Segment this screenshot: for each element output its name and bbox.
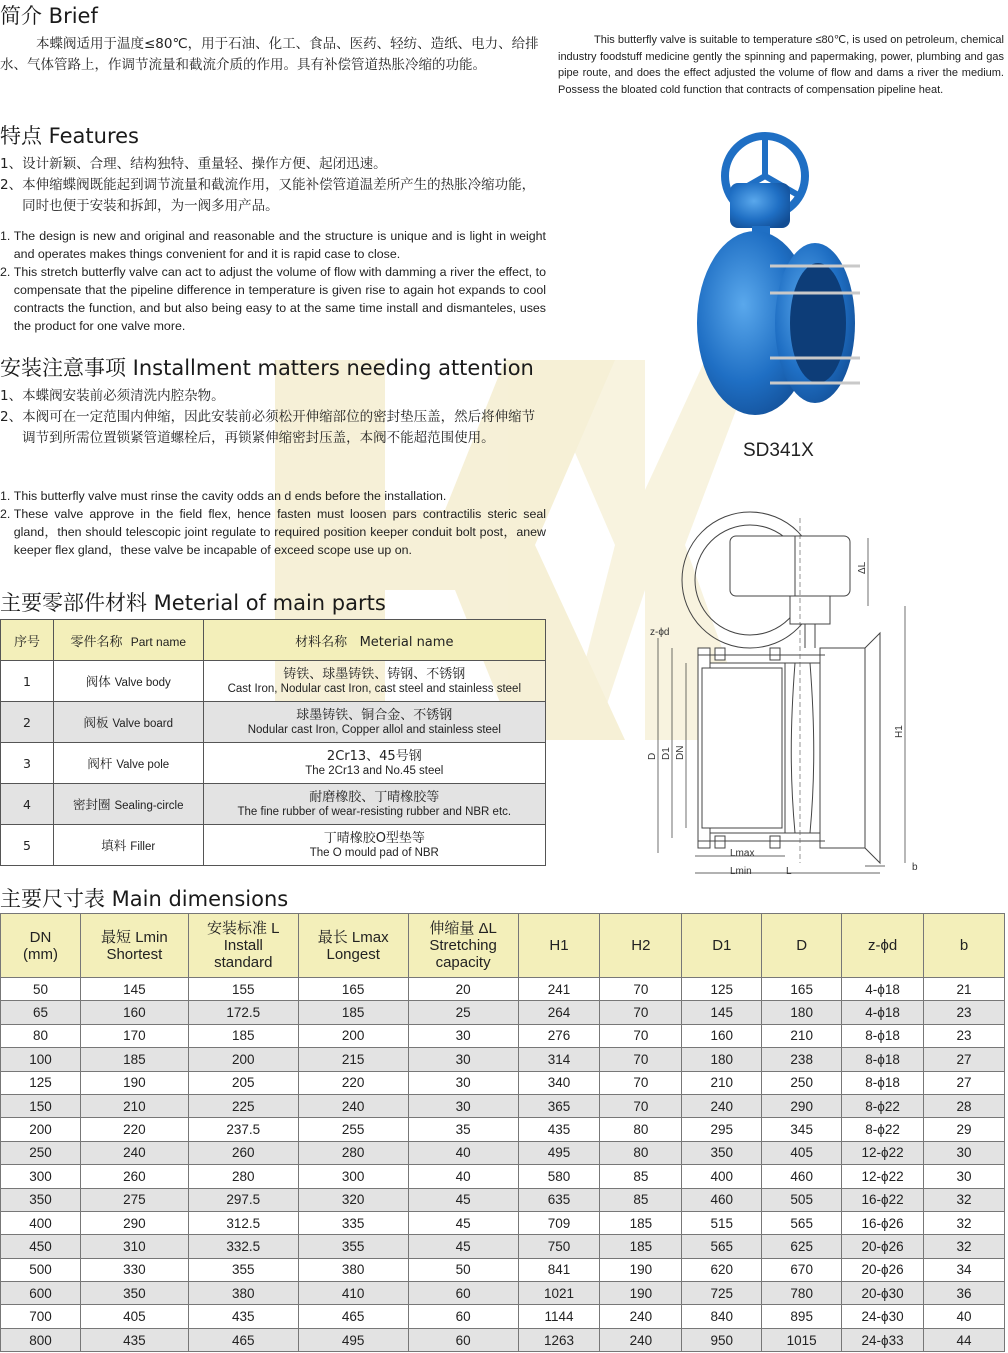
table-cell: 355 [298, 1235, 408, 1258]
table-cell: 365 [518, 1094, 600, 1117]
table-cell: 165 [762, 978, 842, 1001]
table-cell: 160 [80, 1001, 188, 1024]
table-cell: 23 [924, 1001, 1005, 1024]
table-row [1, 1071, 1005, 1094]
table-cell: 32 [924, 1211, 1005, 1234]
table-cell: 70 [600, 1094, 682, 1117]
table-cell: 565 [762, 1211, 842, 1234]
dimensions-header-cell [80, 914, 188, 978]
table-row [1, 1235, 1005, 1258]
label-lmax: Lmax [730, 848, 755, 859]
table-cell: 840 [682, 1305, 762, 1328]
table-cell: 435 [188, 1305, 298, 1328]
header-line: capacity [435, 954, 491, 971]
parts-header-row [1, 620, 546, 661]
table-cell: 80 [600, 1118, 682, 1141]
table-cell: 241 [518, 978, 600, 1001]
table-cell: 30 [408, 1024, 518, 1047]
table-cell: 240 [600, 1328, 682, 1351]
table-cell: 225 [188, 1094, 298, 1117]
table-cell: 460 [762, 1165, 842, 1188]
table-row [1, 1024, 1005, 1047]
table-cell: 240 [298, 1094, 408, 1117]
table-cell: 36 [924, 1282, 1005, 1305]
table-cell: 145 [682, 1001, 762, 1024]
table-cell: 300 [298, 1165, 408, 1188]
table-cell: 565 [682, 1235, 762, 1258]
header-line: Stretching [429, 937, 497, 954]
table-cell: 185 [298, 1001, 408, 1024]
table-cell: 340 [518, 1071, 600, 1094]
table-cell: 40 [924, 1305, 1005, 1328]
table-cell: 450 [1, 1235, 81, 1258]
table-cell: 335 [298, 1211, 408, 1234]
table-cell: 1144 [518, 1305, 600, 1328]
label-h1: H1 [894, 725, 905, 738]
table-cell: 625 [762, 1235, 842, 1258]
table-cell: 34 [924, 1258, 1005, 1281]
table-cell: 80 [1, 1024, 81, 1047]
table-cell: 210 [762, 1024, 842, 1047]
table-cell: 60 [408, 1282, 518, 1305]
dimensions-header-cell [408, 914, 518, 978]
table-row [1, 1048, 1005, 1071]
table-cell: 350 [80, 1282, 188, 1305]
table-cell: 50 [408, 1258, 518, 1281]
table-cell: 240 [682, 1094, 762, 1117]
table-cell: 210 [682, 1071, 762, 1094]
table-cell: 44 [924, 1328, 1005, 1351]
label-zd: z-ϕd [650, 627, 670, 638]
table-row: 5 填料 Filler 丁晴橡胶O型垫等 The O mould pad of NBR [1, 825, 546, 866]
table-cell: 300 [1, 1165, 81, 1188]
table-cell: 4-ϕ18 [842, 978, 924, 1001]
installation-en-list [0, 487, 546, 559]
table-row [1, 1188, 1005, 1211]
header-line: 伸缩量 ΔL [429, 920, 497, 937]
dimensions-header-cell [518, 914, 600, 978]
table-cell: 8-ϕ22 [842, 1094, 924, 1117]
table-cell: 280 [298, 1141, 408, 1164]
table-cell: 180 [682, 1048, 762, 1071]
table-cell: 160 [682, 1024, 762, 1047]
table-cell: 100 [1, 1048, 81, 1071]
table-cell: 275 [80, 1188, 188, 1211]
table-cell: 8-ϕ18 [842, 1048, 924, 1071]
table-cell: 8-ϕ18 [842, 1071, 924, 1094]
table-row [1, 1328, 1005, 1351]
table-cell: 24-ϕ30 [842, 1305, 924, 1328]
table-cell: 185 [600, 1235, 682, 1258]
parts-title: 主要零部件材料 Meterial of main parts [0, 591, 386, 615]
table-cell: 725 [682, 1282, 762, 1305]
table-cell: 28 [924, 1094, 1005, 1117]
table-cell: 20-ϕ26 [842, 1235, 924, 1258]
table-cell: 841 [518, 1258, 600, 1281]
table-row: 2 阀板 Valve board 球墨铸铁、铜合金、不锈钢 Nodular cast Iron, Copper allol and stainless steel [1, 702, 546, 743]
table-cell: 45 [408, 1235, 518, 1258]
dimensions-header-cell [298, 914, 408, 978]
table-cell: 332.5 [188, 1235, 298, 1258]
parts-header-material: 材料名称 Meterial name [203, 620, 545, 661]
table-cell: 180 [762, 1001, 842, 1024]
table-row [1, 1118, 1005, 1141]
table-cell: 185 [80, 1048, 188, 1071]
table-cell: 290 [762, 1094, 842, 1117]
table-cell: 635 [518, 1188, 600, 1211]
table-row [1, 1305, 1005, 1328]
header-line: b [959, 937, 969, 954]
table-cell: 237.5 [188, 1118, 298, 1141]
table-cell: 320 [298, 1188, 408, 1211]
table-cell: 750 [518, 1235, 600, 1258]
table-cell: 30 [924, 1141, 1005, 1164]
label-lmin: Lmin [730, 866, 752, 877]
label-d: D [647, 752, 658, 760]
table-cell: 35 [408, 1118, 518, 1141]
table-row [1, 1165, 1005, 1188]
table-cell: 16-ϕ22 [842, 1188, 924, 1211]
table-cell: 70 [600, 978, 682, 1001]
table-cell: 495 [518, 1141, 600, 1164]
table-cell: 25 [408, 1001, 518, 1024]
table-cell: 30 [408, 1094, 518, 1117]
header-line: 安装标准 L [207, 920, 280, 937]
installation-title: 安装注意事项 Installment matters needing attention [0, 356, 534, 380]
table-row: 3 阀杆 Valve pole 2Cr13、45号钢 The 2Cr13 and No.45 steel [1, 743, 546, 784]
features-cn-list [0, 154, 546, 217]
table-cell: 380 [298, 1258, 408, 1281]
table-cell: 260 [80, 1165, 188, 1188]
table-cell: 85 [600, 1165, 682, 1188]
table-cell: 250 [762, 1071, 842, 1094]
table-cell: 380 [188, 1282, 298, 1305]
table-cell: 240 [80, 1141, 188, 1164]
table-cell: 700 [1, 1305, 81, 1328]
table-cell: 125 [1, 1071, 81, 1094]
table-cell: 580 [518, 1165, 600, 1188]
list-item: 2. These valve approve in the field flex, hence fasten must loosen pars contractilis steric seal gland，then should telescopic joint regulate to required position keeper conduit bolt post，anew keeper flex gland，these valve be incapable of exceed scope use up on. [0, 507, 546, 557]
table-cell: 29 [924, 1118, 1005, 1141]
label-b: b [912, 862, 918, 873]
table-cell: 150 [1, 1094, 81, 1117]
table-row [1, 1001, 1005, 1024]
dimensions-header-cell [188, 914, 298, 978]
table-cell: 8-ϕ22 [842, 1118, 924, 1141]
table-cell: 310 [80, 1235, 188, 1258]
table-cell: 70 [600, 1001, 682, 1024]
table-cell: 23 [924, 1024, 1005, 1047]
table-cell: 465 [188, 1328, 298, 1351]
table-cell: 276 [518, 1024, 600, 1047]
header-line: Longest [326, 945, 380, 963]
table-cell: 200 [188, 1048, 298, 1071]
table-cell: 895 [762, 1305, 842, 1328]
table-cell: 32 [924, 1235, 1005, 1258]
label-delta-l: ΔL [857, 561, 868, 574]
table-cell: 330 [80, 1258, 188, 1281]
table-cell: 255 [298, 1118, 408, 1141]
table-cell: 350 [1, 1188, 81, 1211]
table-cell: 125 [682, 978, 762, 1001]
header-line: Install [223, 937, 263, 954]
table-cell: 505 [762, 1188, 842, 1211]
table-row [1, 1258, 1005, 1281]
table-cell: 45 [408, 1188, 518, 1211]
table-cell: 220 [298, 1071, 408, 1094]
table-cell: 45 [408, 1211, 518, 1234]
table-cell: 205 [188, 1071, 298, 1094]
table-cell: 435 [80, 1328, 188, 1351]
header-line: H1 [549, 937, 569, 954]
table-cell: 24-ϕ33 [842, 1328, 924, 1351]
table-cell: 20-ϕ30 [842, 1282, 924, 1305]
table-cell: 297.5 [188, 1188, 298, 1211]
list-item: 1、 本蝶阀安装前必须清洗内腔杂物。 [0, 388, 225, 404]
table-row [1, 1211, 1005, 1234]
table-cell: 190 [600, 1258, 682, 1281]
table-cell: 80 [600, 1141, 682, 1164]
table-cell: 1263 [518, 1328, 600, 1351]
table-cell: 220 [80, 1118, 188, 1141]
header-line: z-ϕd [867, 937, 898, 954]
table-cell: 400 [682, 1165, 762, 1188]
table-cell: 435 [518, 1118, 600, 1141]
dimensions-header-cell [762, 914, 842, 978]
list-item: 1. The design is new and original and reasonable and the structure is unique and is light in weight and operates makes things convenient for and it is rapid case to close. [0, 229, 546, 261]
table-cell: 185 [188, 1024, 298, 1047]
table-cell: 515 [682, 1211, 762, 1234]
table-cell: 210 [80, 1094, 188, 1117]
table-cell: 165 [298, 978, 408, 1001]
table-cell: 215 [298, 1048, 408, 1071]
dimensions-header-cell [682, 914, 762, 978]
table-cell: 70 [600, 1048, 682, 1071]
list-item: 2. This stretch butterfly valve can act to adjust the volume of flow with damming a river the effect, to compensate that the pipeline difference in temperature is given rise to again hot expands to cool contracts the function, and but also being easy to at the same time install and dismanteles, uses the product for one valve more. [0, 265, 546, 333]
dimensions-header-row [1, 914, 1005, 978]
table-cell: 170 [80, 1024, 188, 1047]
header-line: Shortest [106, 945, 163, 963]
table-cell: 500 [1, 1258, 81, 1281]
table-cell: 70 [600, 1071, 682, 1094]
features-title: 特点 Features [0, 124, 139, 148]
table-cell: 155 [188, 978, 298, 1001]
dimensions-title: 主要尺寸表 Main dimensions [0, 887, 289, 911]
header-line: standard [214, 954, 273, 971]
table-cell: 16-ϕ26 [842, 1211, 924, 1234]
table-cell: 32 [924, 1188, 1005, 1211]
table-cell: 20-ϕ26 [842, 1258, 924, 1281]
table-cell: 264 [518, 1001, 600, 1024]
brief-title: 简介 Brief [0, 4, 98, 28]
table-cell: 190 [80, 1071, 188, 1094]
table-cell: 709 [518, 1211, 600, 1234]
list-item: 1. This butterfly valve must rinse the cavity odds an d ends before the installation. [0, 489, 447, 503]
table-cell: 405 [762, 1141, 842, 1164]
parts-header-name: 零件名称 Part name [53, 620, 203, 661]
table-cell: 670 [762, 1258, 842, 1281]
table-cell: 290 [80, 1211, 188, 1234]
table-row: 4 密封圈 Sealing-circle 耐磨橡胶、丁晴橡胶等 The fine rubber of wear-resisting rubber and NBR etc. [1, 784, 546, 825]
table-cell: 85 [600, 1188, 682, 1211]
dimensions-header-cell [842, 914, 924, 978]
table-cell: 355 [188, 1258, 298, 1281]
label-l: L [786, 866, 792, 877]
parts-header-no: 序号 [1, 620, 54, 661]
table-cell: 1021 [518, 1282, 600, 1305]
table-row [1, 1094, 1005, 1117]
table-cell: 465 [298, 1305, 408, 1328]
table-cell: 200 [1, 1118, 81, 1141]
table-cell: 50 [1, 978, 81, 1001]
dimensions-header-cell [1, 914, 81, 978]
table-cell: 400 [1, 1211, 81, 1234]
table-cell: 345 [762, 1118, 842, 1141]
list-item: 1、 设计新颖、合理、结构独特、重量轻、操作方便、起闭迅速。 [0, 156, 387, 172]
table-cell: 600 [1, 1282, 81, 1305]
table-cell: 1015 [762, 1328, 842, 1351]
dimensions-table [0, 913, 1005, 1352]
table-cell: 4-ϕ18 [842, 1001, 924, 1024]
header-line: H2 [631, 937, 651, 954]
table-cell: 200 [298, 1024, 408, 1047]
table-cell: 950 [682, 1328, 762, 1351]
parts-table [0, 619, 546, 866]
table-cell: 172.5 [188, 1001, 298, 1024]
table-cell: 495 [298, 1328, 408, 1351]
brief-en-text: This butterfly valve is suitable to temperature ≤80℃, is used on petroleum, chemical industry foodstuff medicine gently the spinning and papermaking, power, plumbing and gas pipe route, and does the effect adjusted the volume of flow and dams a river the medium. Possess the bloated cold function that contracts of compensation pipeline heat. [558, 34, 1004, 96]
table-cell: 12-ϕ22 [842, 1141, 924, 1164]
table-cell: 800 [1, 1328, 81, 1351]
table-cell: 405 [80, 1305, 188, 1328]
table-cell: 21 [924, 978, 1005, 1001]
table-cell: 238 [762, 1048, 842, 1071]
table-cell: 780 [762, 1282, 842, 1305]
table-cell: 60 [408, 1328, 518, 1351]
table-cell: 460 [682, 1188, 762, 1211]
header-line: DN [29, 928, 52, 946]
header-line: D [796, 937, 808, 954]
table-cell: 27 [924, 1048, 1005, 1071]
table-cell: 30 [408, 1071, 518, 1094]
table-cell: 260 [188, 1141, 298, 1164]
table-cell: 190 [600, 1282, 682, 1305]
table-cell: 30 [924, 1165, 1005, 1188]
table-row [1, 1141, 1005, 1164]
table-cell: 40 [408, 1165, 518, 1188]
dimensions-header-cell [924, 914, 1005, 978]
table-cell: 65 [1, 1001, 81, 1024]
model-label: SD341X [743, 440, 814, 461]
table-cell: 185 [600, 1211, 682, 1234]
table-cell: 60 [408, 1305, 518, 1328]
brief-cn-text: 本蝶阀适用于温度≤80℃，用于石油、化工、食品、医药、轻纺、造纸、电力、给排水、气体管路上，作调节流量和截流介质的作用。具有补偿管道热胀冷缩的功能。 [0, 36, 539, 73]
installation-cn-list [0, 386, 546, 449]
table-cell: 410 [298, 1282, 408, 1305]
table-cell: 30 [408, 1048, 518, 1071]
table-cell: 250 [1, 1141, 81, 1164]
dimension-drawing [640, 498, 930, 883]
header-line: 最长 Lmax [317, 928, 389, 946]
table-row [1, 978, 1005, 1001]
label-d1: D1 [661, 747, 672, 760]
table-cell: 280 [188, 1165, 298, 1188]
table-cell: 240 [600, 1305, 682, 1328]
table-cell: 295 [682, 1118, 762, 1141]
table-cell: 620 [682, 1258, 762, 1281]
list-item: 2、 本伸缩蝶阀既能起到调节流量和截流作用，又能补偿管道温差所产生的热胀冷缩功能，同时也便于安装和拆卸，为一阀多用产品。 [0, 177, 536, 214]
features-en-list [0, 227, 546, 335]
table-cell: 350 [682, 1141, 762, 1164]
table-cell: 27 [924, 1071, 1005, 1094]
table-row [1, 1282, 1005, 1305]
valve-illustration [690, 128, 870, 428]
table-cell: 312.5 [188, 1211, 298, 1234]
table-cell: 145 [80, 978, 188, 1001]
header-line: (mm) [22, 945, 58, 963]
dimensions-header-cell [600, 914, 682, 978]
table-cell: 70 [600, 1024, 682, 1047]
label-dn: DN [675, 745, 686, 760]
table-cell: 20 [408, 978, 518, 1001]
list-item: 2、 本阀可在一定范围内伸缩，因此安装前必须松开伸缩部位的密封垫压盖，然后将伸缩节调节到所需位置锁紧管道螺栓后，再锁紧伸缩密封压盖，本阀不能超范围使用。 [0, 409, 536, 446]
header-line: D1 [712, 937, 732, 954]
table-cell: 40 [408, 1141, 518, 1164]
table-row: 1 阀体 Valve body 铸铁、球墨铸铁、铸钢、不锈钢 Cast Iron, Nodular cast Iron, cast steel and stainless steel [1, 661, 546, 702]
table-cell: 314 [518, 1048, 600, 1071]
header-line: 最短 Lmin [101, 928, 168, 946]
table-cell: 12-ϕ22 [842, 1165, 924, 1188]
table-cell: 8-ϕ18 [842, 1024, 924, 1047]
